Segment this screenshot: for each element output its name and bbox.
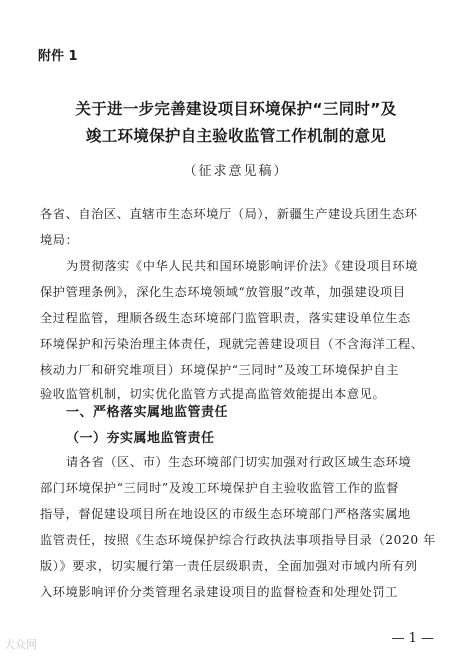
intro-line: 核动力厂和研究堆项目）环境保护“三同时”及竣工环境保护自主 (40, 363, 399, 377)
section-line: 监管责任，按照《生态环境保护综合行政执法事项指导目录（2020 年 (40, 533, 436, 547)
intro-line: 为贯彻落实《中华人民共和国环境影响评价法》《建设项目环境 (66, 259, 418, 273)
address-line: 各省、自治区、直辖市生态环境厅（局），新疆生产建设兵团生态环 (40, 207, 418, 221)
watermark-logo: 大众网 (4, 638, 37, 651)
intro-line: 环境保护和污染治理主体责任，现就完善建设项目（不含海洋工程、 (40, 337, 424, 351)
draft-subtitle: （征求意见稿） (183, 164, 289, 179)
section-line: 入环境影响评价分类管理名录建设项目的监督检查和处理处罚工 (40, 585, 399, 599)
section-line: 请各省（区、市）生态环境部门切实加强对行政区域生态环境 (66, 455, 412, 469)
section-line: 部门环境保护“三同时”及竣工环境保护自主验收监管工作的监督 (40, 481, 399, 495)
intro-line: 全过程监管，理顺各级生态环境部门监管职责，落实建设单位生态 (40, 311, 411, 325)
section-heading-1: 一、严格落实属地监管责任 (66, 405, 229, 420)
attachment-label: 附件 1 (38, 49, 78, 64)
intro-line: 保护管理条例》，深化生态环境领域“放管服”改革，加强建设项目 (40, 285, 406, 299)
page-number: — 1 — (391, 631, 434, 646)
title-line-1: 关于进一步完善建设项目环境保护“三同时”及 (75, 100, 397, 118)
title-line-2: 竣工环境保护自主验收监管工作机制的意见 (85, 127, 387, 145)
section-line: 指导，督促建设项目所在地设区的市级生态环境部门严格落实属地 (40, 507, 411, 521)
address-line: 境局： (40, 233, 79, 247)
intro-line: 验收监管机制，切实优化监管方式提高监管效能提出本意见。 (40, 387, 386, 401)
section-line: 版）》要求，切实履行第一责任层级职责，全面加强对市域内所有列 (40, 559, 418, 573)
section-heading-2: （一）夯实属地监管责任 (66, 431, 215, 446)
